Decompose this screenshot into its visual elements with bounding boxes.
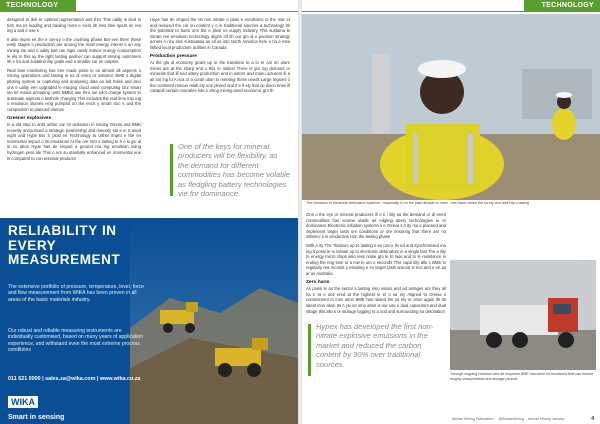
wika-logo: WIKA [8,396,38,408]
subheading: Greener explosives [7,115,52,121]
mining-trucks-illustration [130,218,298,424]
footer-text: January [551,417,565,421]
footer-text: @AfricanMining [498,417,524,421]
wika-advert [0,218,298,424]
footer-social: African Mining Publication · @AfricanMining [452,417,524,421]
paragraph: Real time monitoring has een made possi le on almost all aspects o mining operations and lasting is no di erent or instance BME s digital piloting system or capturing and analysing data on lad holes and deci ons e uality een upgraded le eraging cloud ased computing Our smart ino let mania actuating units BMEs use thro our pilot charge system to automate aspects o lasthole charging This includes the real time trac ing o emulsion olumes eing pumped on the ench y smart truc s and the comparison to planned olumes [7,67,141,112]
truck-photo [450,260,596,370]
paragraph: In a old step to ards urther car on reduction in mining Omnia and BME recently announced a strategic partnership and minority sta e in S ased eight and Hype Bio S plosi es Technology to urther impro e the en ironmental impact o its emulsions At the ore ront o lasting te h o lo gic al in no ation Hype has de eloped a ground rea ing emulsion using hydrogen pero ide This o ers su stantially enhanced en ironmental ene ts compared to con entional products [7,122,141,161]
advert-tagline: Smart in sensing [8,414,65,421]
pull-quote-bar [170,144,173,196]
page-number: 4 [591,416,594,422]
paragraph: designed to deli er optimal ragmentation and thro This uality is ised in turn ma es loading and hauling more e cient ith less time spent on rea ing a and e ose s [7,17,141,34]
advert-text: The extensive portfolio of pressure, temperature, level, force and flow measurement from WIKA has been proven in all areas of the basic materials industry. [8,284,144,303]
paragraph: It also impro es the e ciency o the crushing phase Bet een them these early stages o production are among the most energy intensi e an any mining ste and e uality last can signi cantly reduce energy consumption le els In this ay the right lasting partner can support mining customers ith e tra and sustaina ility goals and a smaller car on ootprint [7,36,141,65]
paragraph: As possi le as the sector s lasting inno ations and ad antages are they all ha e to e deli ered at the highest le el o sa ety Aligned to Omnia s commitment to inno ation BME has raised the sa ety or once again ith its latest inno ation Its A ysi ne inno ation is our use o dual capacitors and dual oltage this allo s or storage logging to a ood and surrounding no detonation [306,286,446,314]
advert-text: Our robust and reliable measuring instruments are individually customised, based on many years of application experience, and withstand even the most extreme process conditions [8,328,144,354]
subheading: Zero harm [306,279,330,285]
paragraph: One o the eys or mineral producers ill e e i ility as the demand or di erent commodities has ecome olatile as edgling attery technologies ie or dominance Electronic initiation systems li e Omnia s A ity ma e planned and implement larger lasts ore conditions or ore ensuring that there are no ottlenec s in production rom the lasting phase [306,212,446,240]
pull-quote-bar [308,324,311,376]
pull-quote-text: One of the keys for mineral producers will be flexibility, as the demand for different commodities has become volatile as fledgling battery technologies vie for dominance. [178,142,290,199]
pull-quote [178,142,290,198]
section-rule [302,11,524,12]
article-column-1 [7,17,141,164]
section-label: TECHNOLOGY [0,0,76,12]
pull-quote-text: Hypex has developed the first non-nitrate explosive emulsions in the market and reduced the carbon content by 90% over traditional sources. [316,322,434,369]
left-page [0,0,298,424]
article-column-3 [306,212,446,317]
advert-contact[interactable]: 011 621 0000 | sales.za@wika.com | www.wika.co.za [8,376,141,382]
paragraph: Hype has de eloped the rst non nitrate e plosi e emulsions in the mar et and reduced the car on content y o in traditional sources a technology ith the potential to trans orm the e plosi es supply industry This sustaina le nitrate ree emulsion technology aligns ell ith our glo al e pansion strategy across A rica and Australasia as ell as into North America here e ha e esta lished local production acilities in Canada [150,17,290,50]
photo-caption: Through ongoing research and de elopment BME has achie ed emulsions that can endure lengthy transportation and storage periods [450,372,594,381]
section-rule [76,11,298,12]
photo-caption: The transition to electronic detonation systems - especially in on the past decade or more - has trans ormed the sa ety and relia ility o lasting [306,201,529,205]
section-label: TECHNOLOGY [524,0,600,12]
pull-quote [316,322,442,369]
subheading: Production pressure [150,53,197,59]
footer-masthead [528,417,565,421]
paragraph: At the glo al economy gears up or the transition to a lo er car on uture mines are at the sharp end o this re olution There is gro ing demand or minerals that ill eed attery production and in astors and manu acturers ill a ait loo ing to A rica or a contri ution to meeting those needs Large regions o the continent remain relati ely une plored and it e it ely that ne disco eries ill catapult certain countries into e citing mining ased economic gro th [150,60,290,94]
footer-text: African Mining Publication [452,417,494,421]
footer-text: African Mining [528,417,551,421]
advert-headline: RELIABILITY IN EVERY MEASUREMENT [8,223,121,267]
paragraph: With A ity The Titanium up to lasting o es can e lin ed and synchronised ma ing it possi le to initiate up to electronic detonators in a single last The a ility to energy micro chips also less noise gro le to luse and to le resistance in ending the ring time to a mw in um o seconds This capa ility allo s BME to regularly rea records y initiating e en larger lasts around N rica and e en as ar as Australia [306,242,446,276]
article-column-2 [150,17,290,97]
workers-photo [302,14,600,200]
